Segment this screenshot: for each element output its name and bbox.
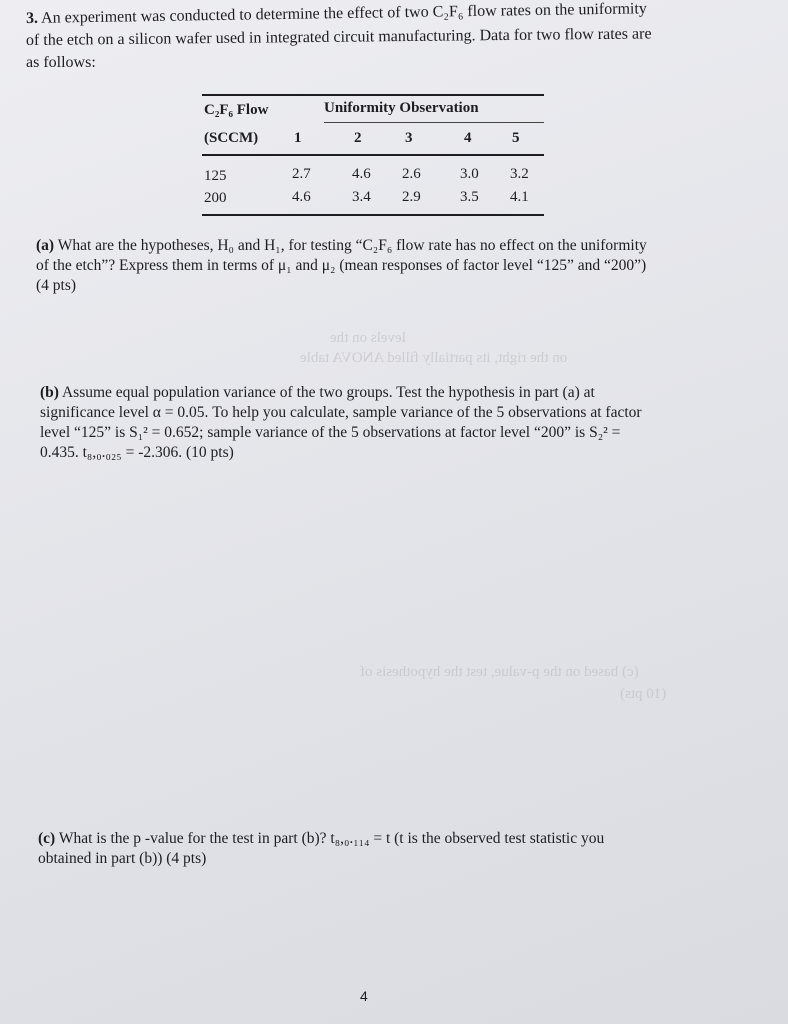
part-b-line4: 0.435. t₈,₀.₀₂₅ = -2.306. (10 pts) bbox=[40, 444, 234, 461]
part-c-line1: What is the p -value for the test in part (b)? t₈,₀.₁₁₄ = t (t is the observed test statistic you bbox=[58, 830, 605, 847]
obs-header: 4 bbox=[464, 130, 472, 146]
group-header-underline bbox=[324, 122, 544, 123]
intro-line-3: as follows: bbox=[26, 54, 96, 71]
part-a-line1: What are the hypotheses, H₀ and H₁, for testing “C₂F₆ flow rate has no effect on the uniformity bbox=[57, 237, 647, 254]
part-b bbox=[40, 383, 730, 463]
intro-line-1: An experiment was conducted to determine the effect of two C₂F₆ flow rates on the uniformity bbox=[40, 0, 647, 27]
part-b-label: (b) bbox=[40, 384, 59, 401]
part-c-line2: obtained in part (b)) (4 pts) bbox=[38, 850, 207, 867]
part-a-label: (a) bbox=[36, 237, 55, 254]
part-b-line1: Assume equal population variance of the two groups. Test the hypothesis in part (a) at bbox=[61, 384, 595, 401]
obs-header: 1 bbox=[294, 130, 302, 146]
obs-header: 2 bbox=[354, 130, 362, 146]
part-c bbox=[38, 829, 728, 869]
table-cell: 3.0 bbox=[460, 166, 479, 182]
question-intro bbox=[25, 0, 746, 74]
obs-header: 5 bbox=[512, 130, 520, 146]
bleed-through-text: (c) based on the p-value, test the hypothesis of bbox=[360, 664, 639, 680]
intro-line-2: of the etch on a silicon wafer used in integrated circuit manufacturing. Data for two flow rates are bbox=[25, 25, 652, 49]
table-top-rule bbox=[202, 94, 544, 96]
table-bottom-rule bbox=[202, 214, 544, 216]
part-b-line3: level “125” is S₁² = 0.652; sample variance of the 5 observations at factor level “200” is S₂² = bbox=[40, 424, 621, 441]
part-a-line2: of the etch”? Express them in terms of μ₁ and μ₂ (mean responses of factor level “125” and “200”) bbox=[36, 257, 647, 274]
table-cell: 2.6 bbox=[402, 166, 421, 182]
table-cell: 3.4 bbox=[352, 189, 371, 205]
part-c-label: (c) bbox=[38, 830, 56, 847]
table-cell-flow: 200 bbox=[204, 190, 227, 206]
table-cell: 2.9 bbox=[402, 189, 421, 205]
table-cell: 3.5 bbox=[460, 189, 479, 205]
table-cell: 3.2 bbox=[510, 166, 529, 182]
uniformity-group-header: Uniformity Observation bbox=[324, 100, 479, 116]
bleed-through-text: on the right, its partially filled ANOVA table bbox=[300, 350, 568, 366]
obs-header: 3 bbox=[405, 130, 413, 146]
table-cell: 4.6 bbox=[352, 166, 371, 182]
flow-header-line1: C₂F₆ Flow bbox=[204, 102, 269, 118]
table-header-rule bbox=[202, 154, 544, 156]
part-a bbox=[36, 236, 726, 296]
table-cell-flow: 125 bbox=[204, 168, 227, 184]
question-number: 3. bbox=[25, 9, 39, 27]
page-number: 4 bbox=[360, 988, 368, 1004]
table-cell: 4.1 bbox=[510, 189, 529, 205]
bleed-through-text: (10 pts) bbox=[620, 686, 667, 702]
part-a-line3: (4 pts) bbox=[36, 277, 77, 294]
data-table bbox=[202, 94, 544, 218]
part-b-line2: significance level α = 0.05. To help you calculate, sample variance of the 5 observations at factor bbox=[40, 404, 642, 421]
table-cell: 4.6 bbox=[292, 189, 311, 205]
table-cell: 2.7 bbox=[292, 166, 311, 182]
bleed-through-text: levels on the bbox=[330, 330, 406, 346]
flow-header-line2: (SCCM) bbox=[204, 130, 259, 146]
